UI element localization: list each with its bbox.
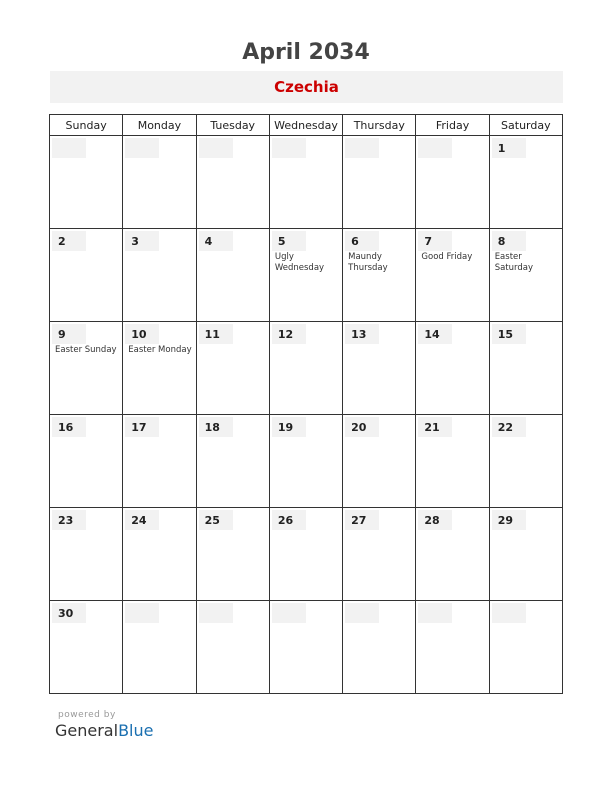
- weekday-wednesday: Wednesday: [269, 115, 342, 136]
- day-cell: [416, 508, 489, 601]
- day-number-box: [52, 231, 86, 251]
- day-cell: [269, 415, 342, 508]
- day-number-box: [272, 510, 306, 530]
- day-number: 25: [204, 514, 220, 527]
- day-number: 30: [58, 607, 74, 620]
- holiday-label: Maundy Thursday: [348, 252, 388, 273]
- day-cell: [489, 229, 562, 322]
- day-number-box: [492, 324, 526, 344]
- day-number: 5: [277, 235, 286, 248]
- day-number-box: [492, 510, 526, 530]
- day-number: 19: [277, 421, 294, 434]
- day-number-box: [345, 138, 379, 158]
- day-number: 14: [424, 328, 440, 341]
- day-number-box: [125, 603, 159, 623]
- day-cell: [196, 508, 269, 601]
- day-number-box: [199, 138, 233, 158]
- day-number-box: [418, 510, 452, 530]
- day-number-box: [345, 603, 379, 623]
- day-number-box: [418, 417, 452, 437]
- week-row: [50, 508, 563, 601]
- day-number: 17: [131, 421, 147, 434]
- day-cell: [196, 415, 269, 508]
- day-number: 13: [351, 328, 367, 341]
- day-number-box: [418, 324, 452, 344]
- day-cell: [416, 229, 489, 322]
- holiday-label: Easter Sunday: [55, 345, 117, 355]
- day-number: 7: [424, 235, 433, 248]
- day-cell: [50, 415, 123, 508]
- holiday-label: Easter Saturday: [494, 252, 533, 273]
- weekday-saturday: Saturday: [489, 115, 562, 136]
- day-number-box: [52, 417, 86, 437]
- day-number: 18: [204, 421, 220, 434]
- day-cell: [50, 508, 123, 601]
- day-cell: [343, 415, 416, 508]
- day-number-box: [492, 231, 526, 251]
- country-name: Czechia: [274, 78, 339, 96]
- day-number-box: [125, 417, 159, 437]
- weekday-thursday: Thursday: [343, 115, 416, 136]
- day-number: 15: [497, 328, 513, 341]
- weekday-monday: Monday: [123, 115, 196, 136]
- day-number-box: [52, 510, 86, 530]
- day-number: 3: [131, 235, 139, 248]
- day-number-box: [125, 138, 159, 158]
- day-number-box: [345, 510, 379, 530]
- country-banner: [50, 71, 563, 103]
- day-number: 20: [351, 421, 367, 434]
- day-cell: [269, 229, 342, 322]
- day-number: 4: [204, 235, 213, 248]
- day-number-box: [199, 417, 233, 437]
- day-cell: [416, 601, 489, 694]
- day-cell: [123, 229, 196, 322]
- day-number: 28: [424, 514, 440, 527]
- day-cell: [343, 136, 416, 229]
- brand-logo: [55, 721, 153, 740]
- day-number-box: [272, 138, 306, 158]
- day-cell: [343, 508, 416, 601]
- week-row: [50, 136, 563, 229]
- holiday-label: Good Friday: [421, 252, 473, 262]
- day-number-box: [199, 231, 233, 251]
- day-number-box: [272, 324, 306, 344]
- day-number: 2: [58, 235, 66, 248]
- day-number: 27: [351, 514, 367, 527]
- day-number-box: [52, 324, 86, 344]
- day-cell: [50, 136, 123, 229]
- day-number: 22: [497, 421, 513, 434]
- day-cell: [489, 415, 562, 508]
- day-number-box: [492, 603, 526, 623]
- day-number-box: [125, 231, 159, 251]
- day-number-box: [492, 417, 526, 437]
- weekday-header-row: [50, 115, 563, 136]
- day-number: 9: [58, 328, 66, 341]
- day-cell: [123, 322, 196, 415]
- day-number: 26: [277, 514, 294, 527]
- day-cell: [416, 415, 489, 508]
- day-cell: [50, 229, 123, 322]
- day-number: 12: [277, 328, 294, 341]
- brand-blue: Blue: [118, 721, 154, 740]
- day-number: 29: [497, 514, 513, 527]
- day-number-box: [125, 510, 159, 530]
- day-number-box: [272, 417, 306, 437]
- day-number: 16: [58, 421, 74, 434]
- day-cell: [489, 601, 562, 694]
- holiday-label: Ugly Wednesday: [274, 252, 325, 273]
- day-cell: [196, 136, 269, 229]
- day-number-box: [418, 231, 452, 251]
- holiday-label: Easter Monday: [128, 345, 192, 355]
- day-cell: [489, 322, 562, 415]
- day-cell: [489, 136, 562, 229]
- day-cell: [416, 322, 489, 415]
- week-row: [50, 229, 563, 322]
- day-number-box: [345, 324, 379, 344]
- weekday-tuesday: Tuesday: [196, 115, 269, 136]
- day-number-box: [199, 510, 233, 530]
- day-cell: [416, 136, 489, 229]
- day-number-box: [418, 138, 452, 158]
- day-cell: [50, 601, 123, 694]
- day-cell: [123, 601, 196, 694]
- day-cell: [343, 322, 416, 415]
- day-number: 6: [351, 235, 359, 248]
- powered-by-label: powered by: [58, 710, 116, 720]
- day-number: 11: [204, 328, 220, 341]
- day-cell: [343, 601, 416, 694]
- day-cell: [123, 415, 196, 508]
- day-cell: [196, 229, 269, 322]
- day-number: 10: [131, 328, 147, 341]
- day-cell: [343, 229, 416, 322]
- day-number-box: [272, 603, 306, 623]
- day-number-box: [492, 138, 526, 158]
- week-row: [50, 601, 563, 694]
- day-number: 24: [131, 514, 147, 527]
- week-row: [50, 322, 563, 415]
- day-cell: [269, 136, 342, 229]
- day-number-box: [345, 417, 379, 437]
- day-cell: [269, 601, 342, 694]
- day-cell: [196, 322, 269, 415]
- day-cell: [489, 508, 562, 601]
- day-number: 8: [497, 235, 506, 248]
- day-number-box: [52, 138, 86, 158]
- day-cell: [269, 322, 342, 415]
- day-number-box: [52, 603, 86, 623]
- day-cell: [196, 601, 269, 694]
- day-number-box: [418, 603, 452, 623]
- day-number: 1: [497, 142, 506, 155]
- week-row: [50, 415, 563, 508]
- brand-general: General: [55, 721, 119, 740]
- weekday-sunday: Sunday: [50, 115, 123, 136]
- day-cell: [123, 136, 196, 229]
- calendar-grid: [49, 114, 563, 694]
- day-number: 21: [424, 421, 440, 434]
- day-number-box: [345, 231, 379, 251]
- page-title: April 2034: [242, 40, 370, 65]
- weekday-friday: Friday: [416, 115, 489, 136]
- day-number: 23: [58, 514, 74, 527]
- day-number-box: [199, 603, 233, 623]
- day-number-box: [272, 231, 306, 251]
- day-number-box: [199, 324, 233, 344]
- day-number-box: [125, 324, 159, 344]
- day-cell: [50, 322, 123, 415]
- day-cell: [269, 508, 342, 601]
- day-cell: [123, 508, 196, 601]
